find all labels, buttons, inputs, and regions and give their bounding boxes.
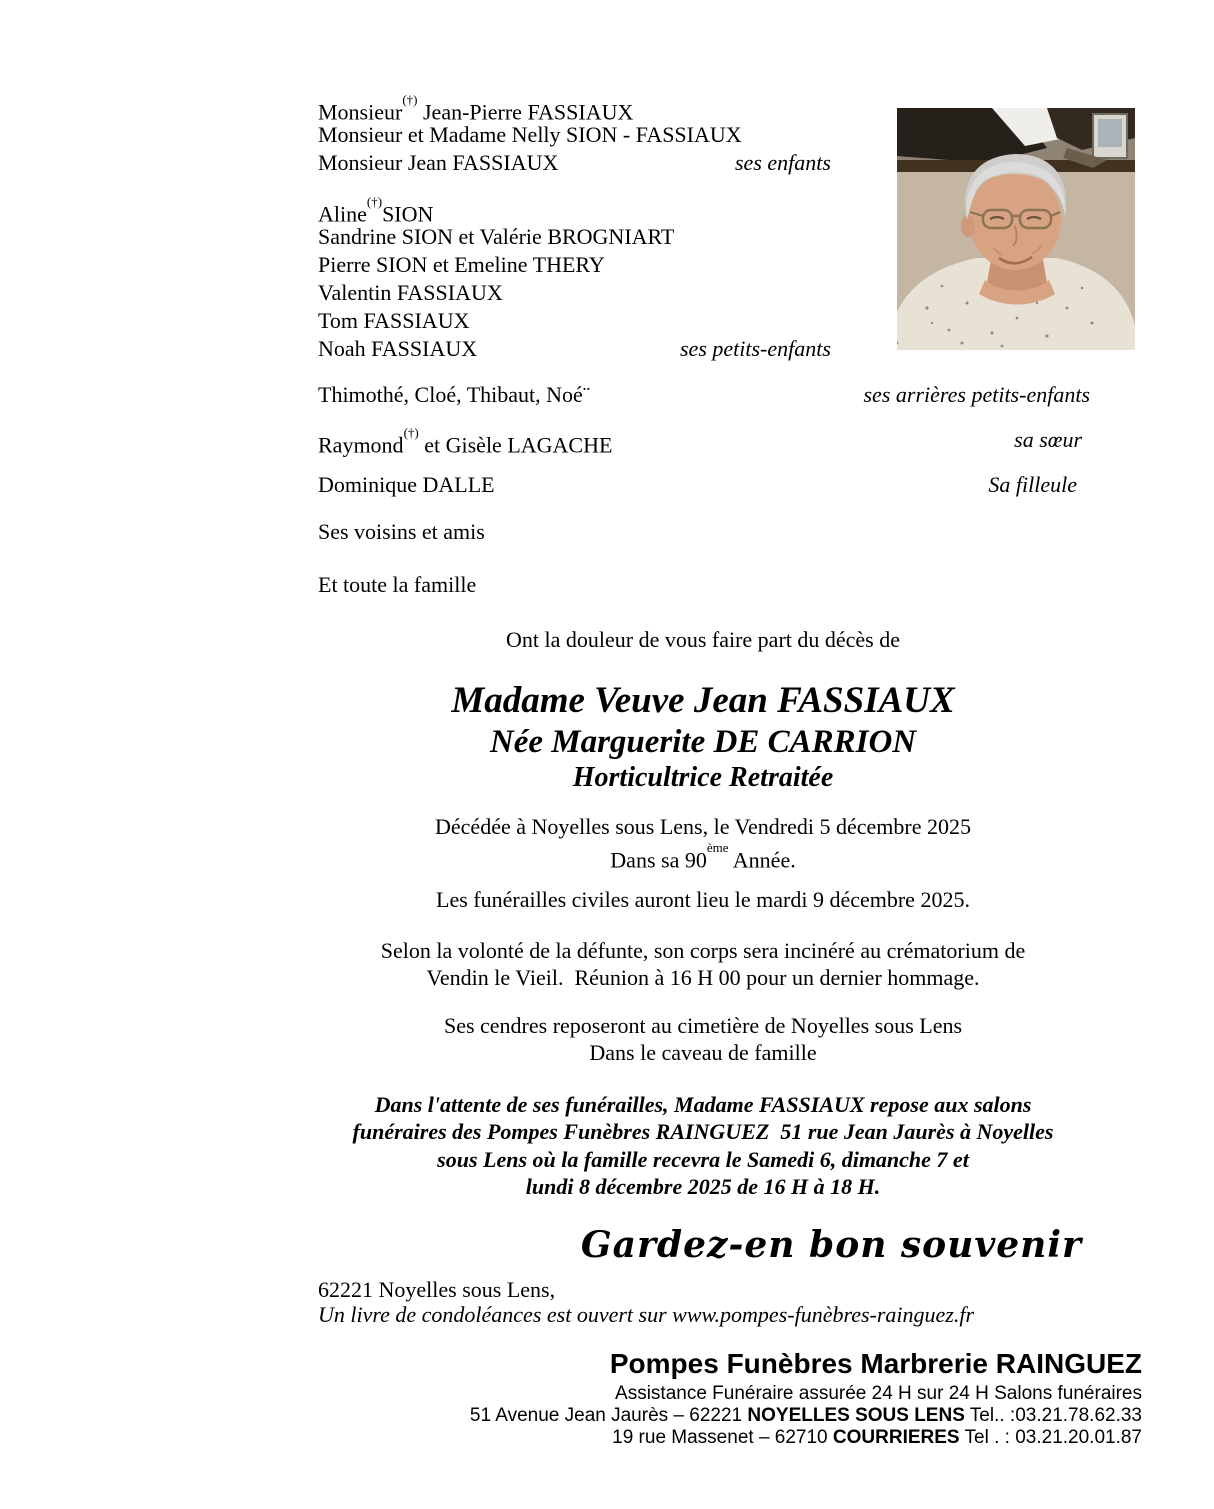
family-name-text: SION — [382, 201, 434, 227]
portrait-photo-graphic — [897, 108, 1135, 350]
family-line: Thimothé, Cloé, Thibaut, Noé¨ — [318, 382, 591, 407]
relation-label-grandchildren: ses petits-enfants — [680, 336, 831, 361]
farewell-script: Gardez-en bon souvenir — [580, 1224, 1082, 1266]
maiden-name-heading: Née Marguerite DE CARRION — [489, 724, 917, 760]
funeral-line: Les funérailles civiles auront lieu le mardi 9 décembre 2025. — [436, 887, 970, 912]
ashes-line-1: Ses cendres reposeront au cimetière de Noyelles sous Lens — [443, 1013, 963, 1038]
relation-label-sister: sa sœur — [1014, 427, 1082, 452]
family-line: Ses voisins et amis — [318, 519, 485, 544]
vigil-line-4: lundi 8 décembre 2025 de 16 H à 18 H. — [525, 1174, 881, 1199]
vigil-line-1: Dans l'attente de ses funérailles, Madame FASSIAUX repose aux salons — [374, 1092, 1032, 1117]
family-line: Valentin FASSIAUX — [318, 280, 503, 305]
family-line: Noah FASSIAUX — [318, 336, 478, 361]
vigil-line-2: funéraires des Pompes Funèbres RAINGUEZ 51 rue Jean Jaurès à Noyelles — [352, 1119, 1054, 1144]
family-name-text: Raymond — [318, 432, 404, 458]
city-line: 62221 Noyelles sous Lens, — [318, 1277, 556, 1302]
portrait-photo — [897, 108, 1135, 350]
family-line: Dominique DALLE — [318, 472, 495, 497]
funeral-home-name: Pompes Funèbres Marbrerie RAINGUEZ — [609, 1348, 1142, 1379]
family-line: Tom FASSIAUX — [318, 308, 470, 333]
family-name-text: Monsieur — [318, 99, 403, 125]
funeral-home-address-1 — [470, 1405, 1142, 1427]
announcement-intro: Ont la douleur de vous faire part du décès de — [505, 627, 901, 652]
vigil-line-3: sous Lens où la famille recevra le Samedi 6, dimanche 7 et — [437, 1147, 969, 1172]
family-line: Sandrine SION et Valérie BROGNIART — [318, 224, 675, 249]
age-line — [318, 841, 1088, 874]
deceased-cross-marker: (†) — [366, 194, 383, 209]
family-name-text: et Gisèle LAGACHE — [418, 432, 613, 458]
deceased-cross-marker: (†) — [403, 425, 419, 440]
family-line: Et toute la famille — [318, 572, 477, 597]
deceased-name-heading: Madame Veuve Jean FASSIAUX — [451, 680, 955, 721]
cremation-line-1: Selon la volonté de la défunte, son corps sera incinéré au crématorium de — [380, 938, 1026, 963]
occupation-heading: Horticultrice Retraitée — [572, 762, 834, 793]
relation-label-great-grandchildren: ses arrières petits-enfants — [863, 382, 1090, 407]
funeral-home-assistance: Assistance Funéraire assurée 24 H sur 24 H Salons funéraires — [615, 1383, 1142, 1404]
address-phone: Tel.. :03.21.78.62.33 — [964, 1405, 1142, 1426]
relation-label-goddaughter: Sa filleule — [988, 472, 1077, 497]
family-line — [318, 426, 612, 459]
family-name-text: Jean-Pierre FASSIAUX — [417, 99, 634, 125]
relation-label-children: ses enfants — [735, 150, 831, 175]
ordinal-superscript: ème — [706, 840, 729, 855]
cremation-line-2: Vendin le Vieil. Réunion à 16 H 00 pour un dernier hommage. — [426, 965, 980, 990]
death-date-line: Décédée à Noyelles sous Lens, le Vendredi 5 décembre 2025 — [435, 814, 971, 839]
family-line: Monsieur Jean FASSIAUX — [318, 150, 559, 175]
family-line: Monsieur et Madame Nelly SION - FASSIAUX — [318, 122, 742, 147]
address-text: 19 rue Massenet – 62710 — [612, 1427, 833, 1448]
address-city-bold: NOYELLES SOUS LENS — [747, 1405, 965, 1426]
address-phone: Tel . : 03.21.20.01.87 — [959, 1427, 1142, 1448]
age-text: Dans sa 90 — [610, 847, 707, 873]
funeral-home-address-2 — [612, 1427, 1142, 1449]
age-text: Année. — [728, 847, 796, 873]
address-text: 51 Avenue Jean Jaurès – 62221 — [469, 1405, 748, 1426]
ashes-line-2: Dans le caveau de famille — [589, 1040, 817, 1065]
deceased-cross-marker: (†) — [402, 92, 418, 107]
address-city-bold: COURRIERES — [832, 1427, 960, 1448]
family-line: Pierre SION et Emeline THERY — [318, 252, 605, 277]
condolences-line: Un livre de condoléances est ouvert sur www.pompes-funèbres-rainguez.fr — [318, 1302, 975, 1327]
family-name-text: Aline — [318, 201, 367, 227]
